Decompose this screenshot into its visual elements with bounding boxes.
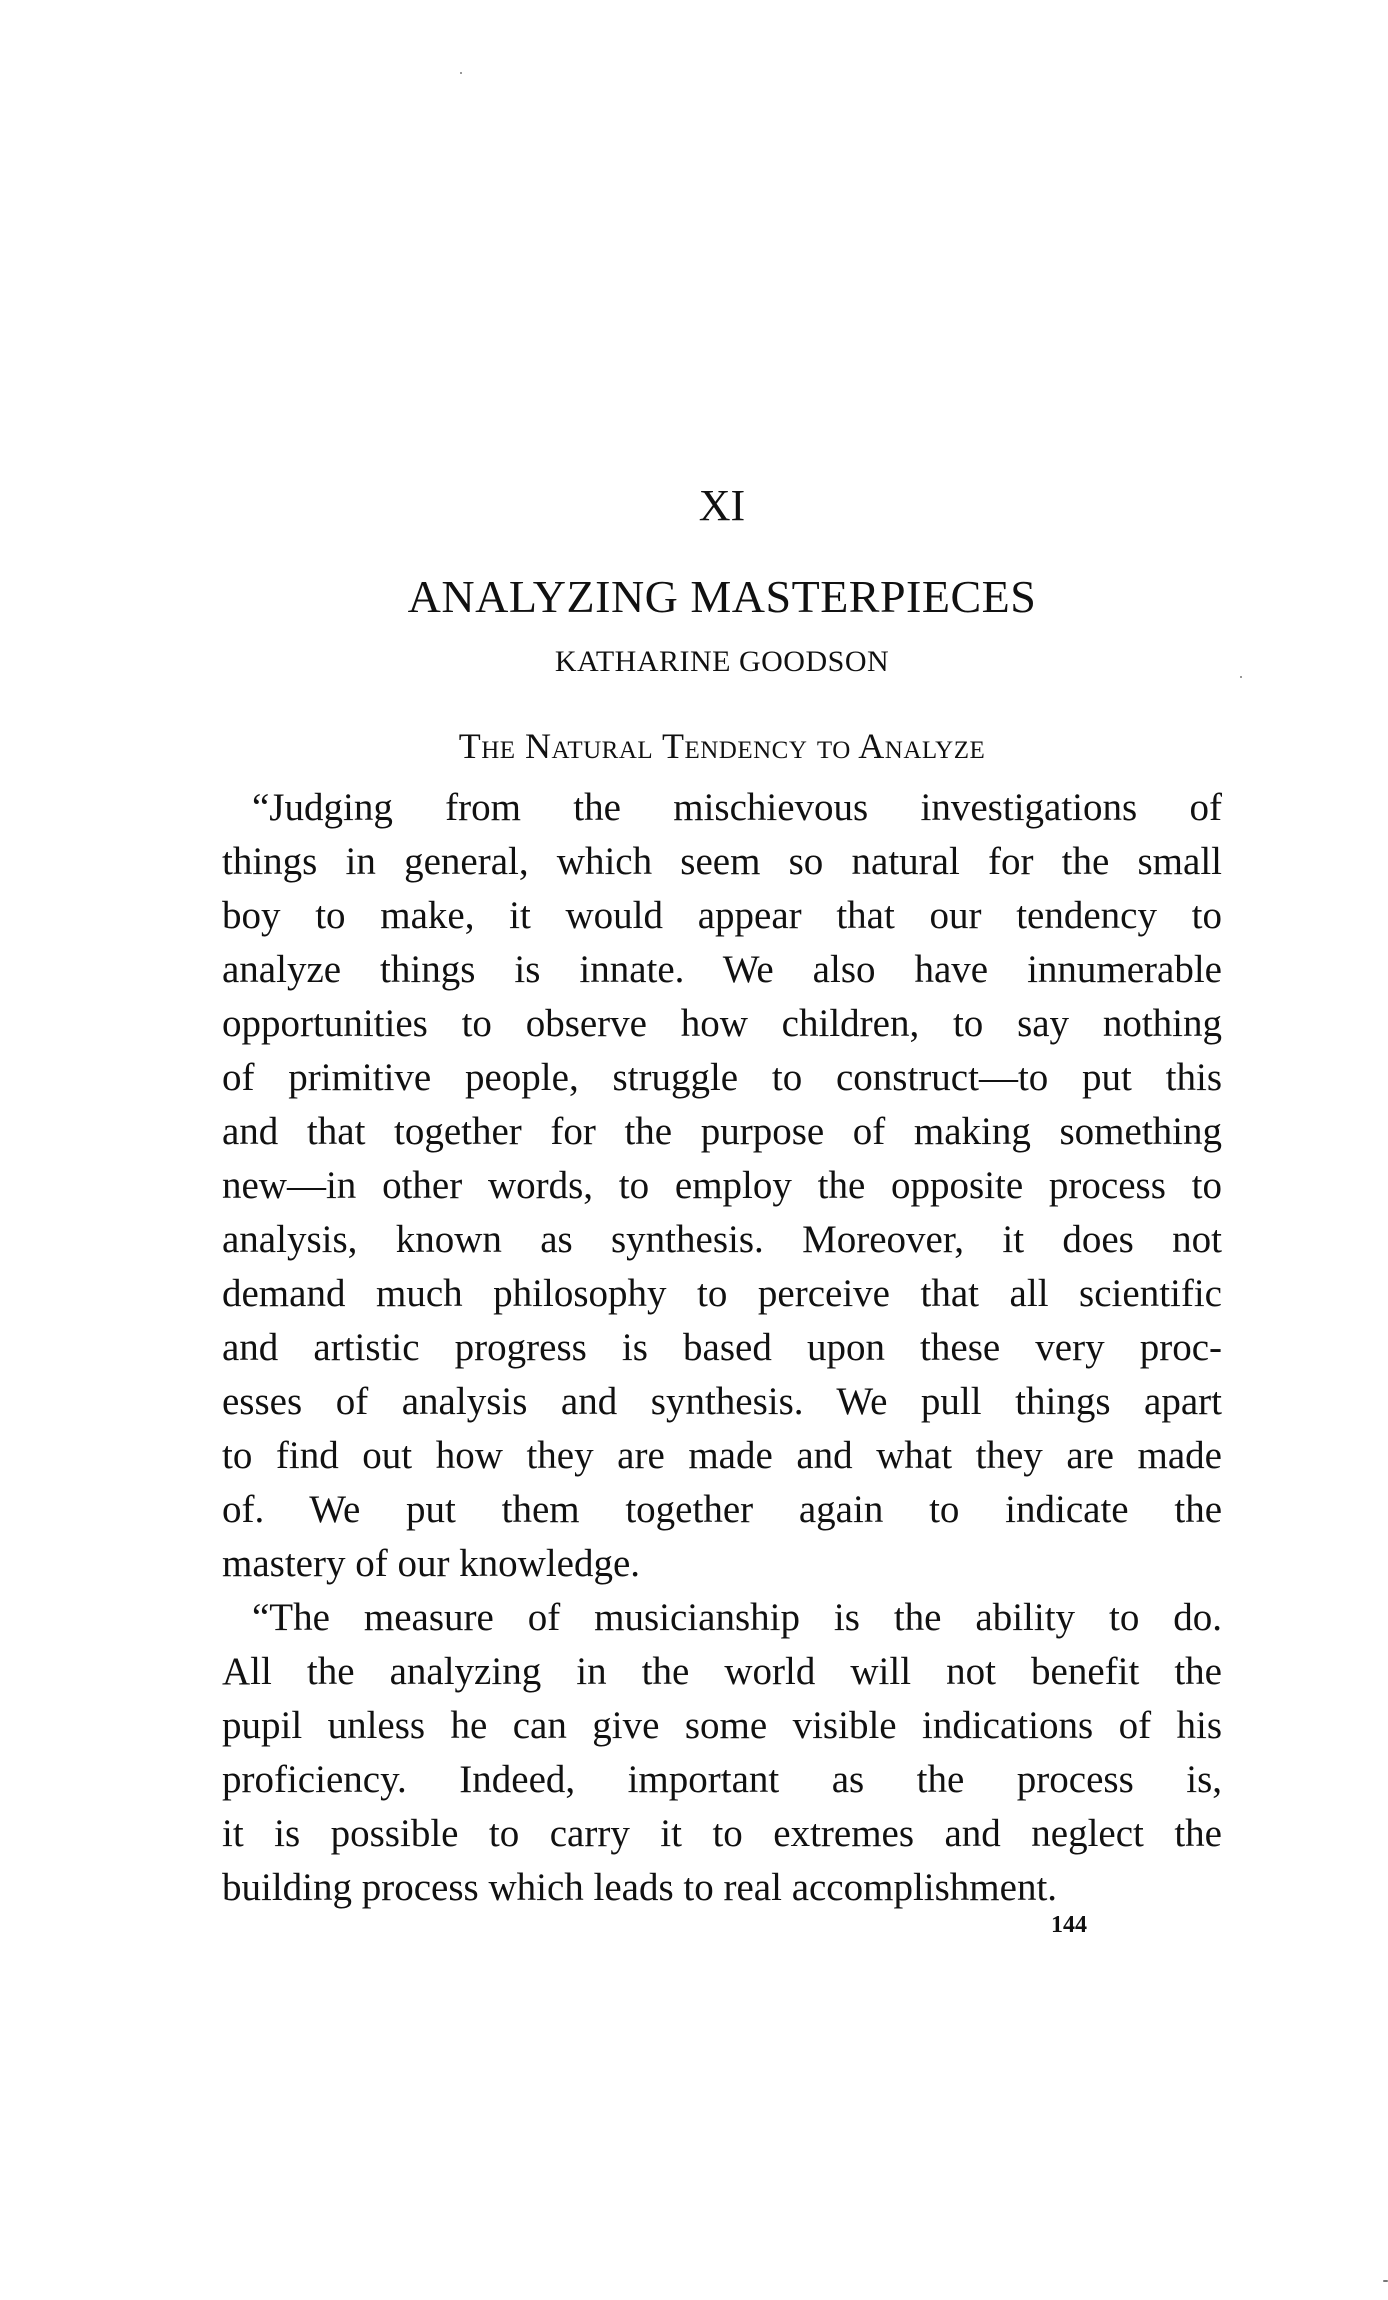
chapter-number: XI [698, 481, 746, 530]
paper-speck [1240, 676, 1242, 678]
body-line: analyze things is innate. We also have innumerable [222, 948, 1222, 991]
body-line: things in general, which seem so natural for the small [222, 840, 1222, 883]
body-line: boy to make, it would appear that our tendency to [222, 894, 1222, 937]
body-line: mastery of our knowledge. [222, 1542, 641, 1585]
body-line: proficiency. Indeed, important as the process is, [222, 1758, 1222, 1801]
body-line: of. We put them together again to indicate the [222, 1488, 1222, 1531]
body-line: opportunities to observe how children, to say nothing [222, 1002, 1222, 1045]
body-line: “Judging from the mischievous investigations of [252, 786, 1222, 829]
body-line: to find out how they are made and what they are made [222, 1434, 1222, 1477]
paper-speck [1383, 2280, 1388, 2282]
body-line: esses of analysis and synthesis. We pull things apart [222, 1380, 1222, 1423]
body-line: and artistic progress is based upon these very proc- [222, 1326, 1222, 1369]
body-line: “The measure of musicianship is the ability to do. [252, 1596, 1222, 1639]
page-number: 144 [1051, 1912, 1087, 1938]
section-heading: The Natural Tendency to Analyze [458, 726, 986, 766]
body-line: new—in other words, to employ the opposite process to [222, 1164, 1222, 1207]
body-line: pupil unless he can give some visible indications of his [222, 1704, 1222, 1747]
body-line: of primitive people, struggle to construct—to put this [222, 1056, 1222, 1099]
chapter-author: KATHARINE GOODSON [554, 645, 890, 678]
body-line: demand much philosophy to perceive that all scientific [222, 1272, 1222, 1315]
body-line: All the analyzing in the world will not benefit the [222, 1650, 1222, 1693]
body-text [222, 781, 1222, 1915]
body-line: analysis, known as synthesis. Moreover, it does not [222, 1218, 1222, 1261]
body-line: it is possible to carry it to extremes and neglect the [222, 1812, 1222, 1855]
body-line: building process which leads to real accomplishment. [222, 1866, 1058, 1909]
chapter-title: ANALYZING MASTERPIECES [407, 571, 1037, 622]
body-line: and that together for the purpose of making something [222, 1110, 1222, 1153]
paper-speck [460, 72, 462, 74]
